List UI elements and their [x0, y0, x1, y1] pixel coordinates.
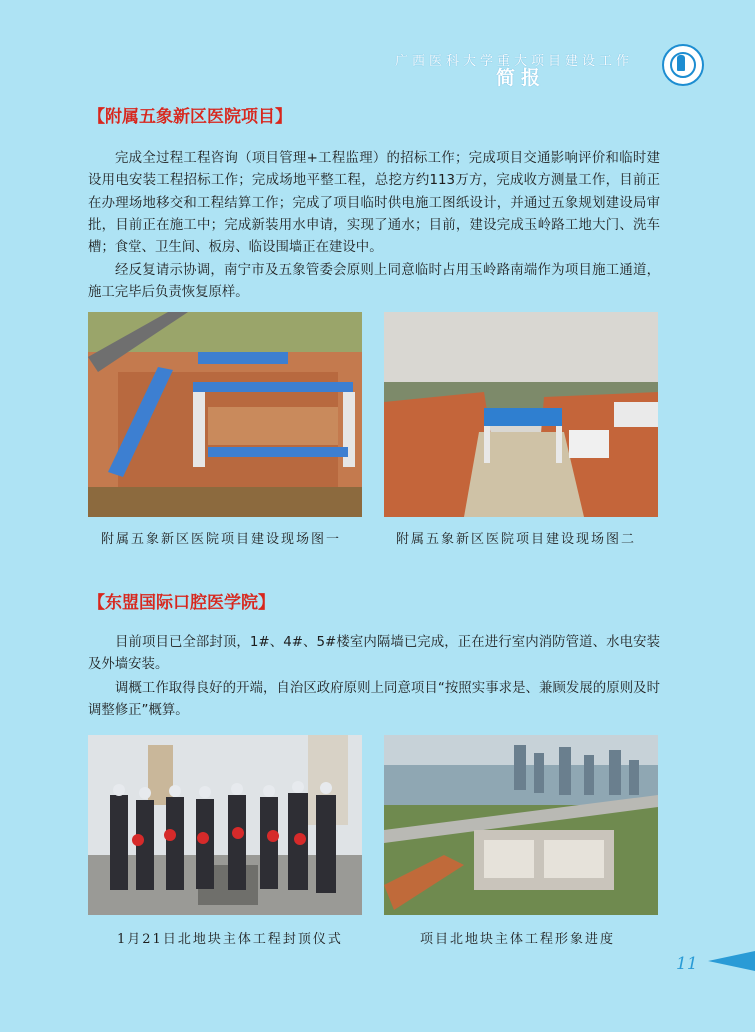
topping-out-ceremony-photo	[88, 735, 362, 915]
header-subtitle: 简报	[496, 67, 547, 89]
paragraph: 完成全过程工程咨询（项目管理+工程监理）的招标工作；完成项目交通影响评价和临时建设用电安装工程招标工作；完成场地平整工程，总挖方约113万方，完成收方测量工作，目前正在办理场地移交和工程结算工作；完成了项目临时供电施工图纸设计，并通过五象规划建设局审批，目前正在施工中；完成新装用水申请，实现了通水；目前，建设完成玉岭路工地大门、洗车槽；食堂、卫生间、板房、临设围墙正在建设中。	[88, 151, 660, 256]
project-progress-aerial-photo	[384, 735, 658, 915]
university-logo-icon	[662, 44, 704, 86]
section-title-wuxiang-hospital: 【附属五象新区医院项目】	[88, 107, 292, 127]
photo-caption: 项目北地块主体工程形象进度	[420, 932, 616, 947]
page-tab-decoration	[708, 951, 755, 971]
section-title-asean-stomatology: 【东盟国际口腔医学院】	[88, 593, 275, 613]
paragraph: 目前项目已全部封顶，1#、4#、5#楼室内隔墙已完成，正在进行室内消防管道、水电安装及外墙安装。	[88, 635, 660, 673]
header-title: 广西医科大学重大项目建设工作	[394, 54, 633, 69]
page-number: 11	[676, 954, 698, 974]
construction-site-photo-1	[88, 312, 362, 517]
photo-caption: 附属五象新区医院项目建设现场图二	[396, 532, 637, 547]
construction-site-photo-2	[384, 312, 658, 517]
photo-caption: 1月21日北地块主体工程封顶仪式	[117, 932, 343, 947]
paragraph: 经反复请示协调，南宁市及五象管委会原则上同意临时占用玉岭路南端作为项目施工通道，施工完毕后负责恢复原样。	[88, 263, 660, 301]
photo-caption: 附属五象新区医院项目建设现场图一	[101, 532, 342, 547]
paragraph: 调概工作取得良好的开端，自治区政府原则上同意项目“按照实事求是、兼顾发展的原则及时调整修正”概算。	[88, 681, 660, 719]
